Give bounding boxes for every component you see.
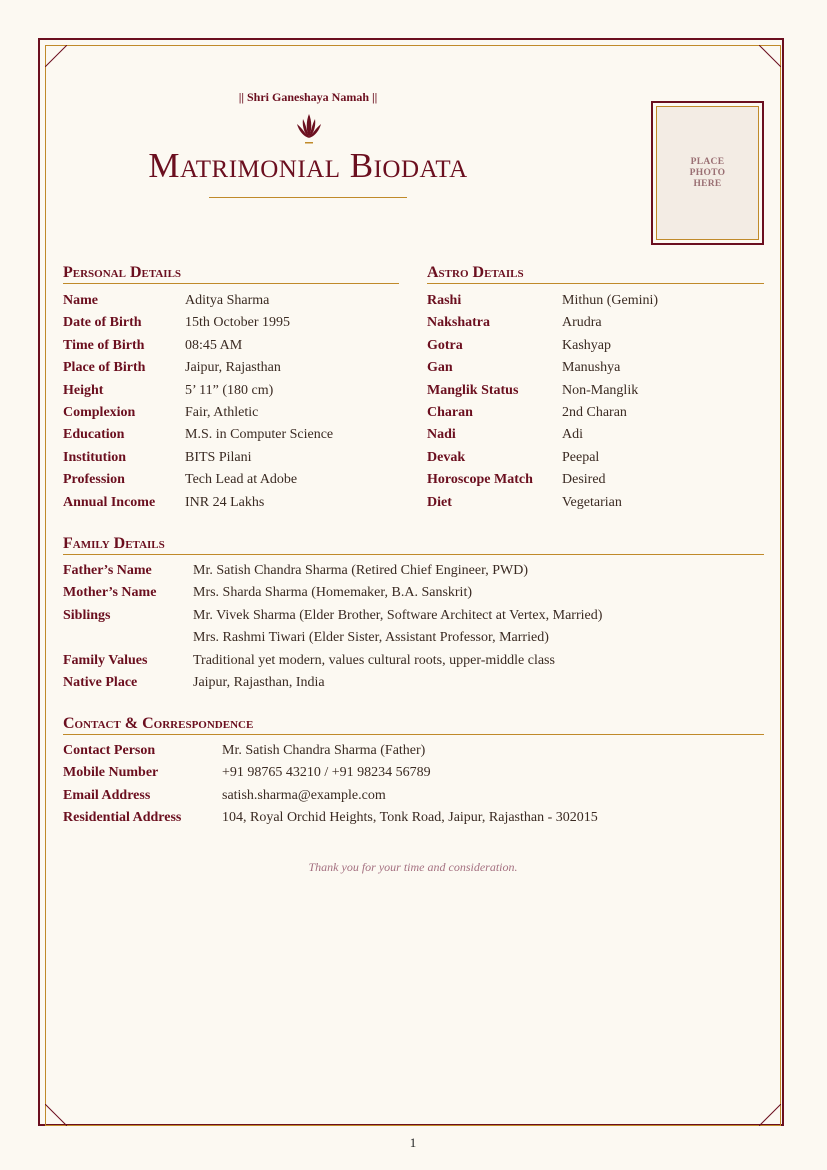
astro-row [427,383,764,405]
corner-ornament-top-left [45,45,67,67]
personal-row [63,360,399,382]
personal-row [63,315,399,337]
astro-row [427,450,764,472]
contact-row [63,765,764,787]
family-value: Mrs. Sharda Sharma (Homemaker, B.A. Sanskrit) [193,585,472,601]
family-row [63,675,764,697]
astro-details-list [427,293,764,517]
personal-value: 15th October 1995 [185,315,290,331]
personal-label: Date of Birth [63,315,142,331]
astro-label: Nakshatra [427,315,491,331]
family-value: Mr. Satish Chandra Sharma (Retired Chief Engineer, PWD) [193,563,528,578]
section-title-family: Family Details [63,535,764,555]
family-row [63,563,764,585]
family-value: Mr. Vivek Sharma (Elder Brother, Software Architect at Vertex, Married) [193,607,603,623]
family-row [63,630,764,652]
corner-ornament-bottom-right [759,1104,781,1126]
astro-value: 2nd Charan [562,404,627,420]
section-title-personal: Personal Details [63,264,399,284]
personal-value: Tech Lead at Adobe [185,472,298,488]
section-title-contact: Contact & Correspondence [63,715,764,735]
section-title-astro: Astro Details [427,264,764,284]
personal-value: BITS Pilani [185,449,252,465]
personal-row [63,472,399,494]
astro-row [427,293,764,315]
personal-value: M.S. in Computer Science [185,427,334,443]
personal-value: Fair, Athletic [185,404,259,420]
personal-value: INR 24 Lakhs [185,494,265,510]
corner-ornament-top-right [759,45,781,67]
personal-details-list [63,293,399,517]
personal-row [63,427,399,449]
family-row [63,608,764,630]
personal-row [63,293,399,315]
family-value: Mrs. Rashmi Tiwari (Elder Sister, Assistant Professor, Married) [193,630,549,646]
astro-row [427,338,764,360]
personal-label: Height [63,382,104,398]
page-title: Matrimonial Biodata [148,146,468,185]
personal-value: Jaipur, Rajasthan [185,360,281,376]
astro-label: Charan [427,404,473,420]
family-label: Mother’s Name [63,585,157,601]
astro-label: Manglik Status [427,382,519,398]
astro-value: Desired [562,472,606,488]
photo-placeholder-text: PLACE PHOTO HERE [689,156,726,189]
astro-label: Gan [427,360,453,376]
astro-row [427,315,764,337]
personal-value: Aditya Sharma [185,293,270,308]
family-row [63,585,764,607]
astro-value: Arudra [562,315,602,331]
family-details-list [63,563,764,697]
astro-label: Horoscope Match [427,472,533,488]
astro-label: Gotra [427,337,463,353]
contact-row [63,788,764,810]
personal-label: Education [63,427,125,443]
astro-value: Non-Manglik [562,382,639,398]
astro-row [427,472,764,494]
family-row [63,653,764,675]
thank-you-note: Thank you for your time and consideration. [308,860,518,874]
astro-label: Rashi [427,293,462,308]
invocation-text: || Shri Ganeshaya Namah || [238,90,378,104]
astro-value: Kashyap [562,337,611,353]
page-number: 1 [409,1135,417,1150]
astro-label: Diet [427,494,452,510]
astro-value: Vegetarian [562,494,622,510]
contact-row [63,743,764,765]
photo-placeholder-inner [656,106,759,240]
personal-value: 5’ 11” (180 cm) [185,382,274,398]
contact-label: Email Address [63,787,151,803]
personal-label: Name [63,293,98,308]
title-divider [209,197,407,198]
contact-row [63,810,764,832]
contact-label: Mobile Number [63,765,159,781]
personal-row [63,495,399,517]
astro-label: Devak [427,449,466,465]
personal-row [63,405,399,427]
astro-value: Peepal [562,449,600,465]
personal-label: Profession [63,472,125,488]
family-label: Siblings [63,607,111,623]
contact-value: satish.sharma@example.com [222,787,386,803]
corner-ornament-bottom-left [45,1104,67,1126]
contact-label: Contact Person [63,743,156,758]
astro-value: Adi [562,427,583,443]
personal-row [63,383,399,405]
astro-row [427,405,764,427]
personal-row [63,450,399,472]
family-label: Father’s Name [63,563,152,578]
personal-row [63,338,399,360]
astro-label: Nadi [427,427,456,443]
lotus-icon [294,112,324,148]
contact-value: Mr. Satish Chandra Sharma (Father) [222,743,426,758]
personal-label: Place of Birth [63,360,146,376]
astro-row [427,427,764,449]
personal-label: Institution [63,449,127,465]
contact-details-list [63,743,764,833]
personal-label: Complexion [63,404,136,420]
contact-label: Residential Address [63,810,182,826]
family-value: Jaipur, Rajasthan, India [193,674,325,690]
family-value: Traditional yet modern, values cultural roots, upper-middle class [193,652,555,668]
astro-value: Mithun (Gemini) [562,293,659,308]
astro-value: Manushya [562,360,621,376]
personal-label: Annual Income [63,494,156,510]
personal-value: 08:45 AM [185,337,243,353]
contact-value: +91 98765 43210 / +91 98234 56789 [222,765,431,781]
contact-value: 104, Royal Orchid Heights, Tonk Road, Jaipur, Rajasthan - 302015 [222,810,598,826]
family-label: Family Values [63,652,148,668]
family-label: Native Place [63,674,138,690]
photo-placeholder-frame[interactable] [651,101,764,245]
astro-row [427,360,764,382]
astro-row [427,495,764,517]
personal-label: Time of Birth [63,337,145,353]
